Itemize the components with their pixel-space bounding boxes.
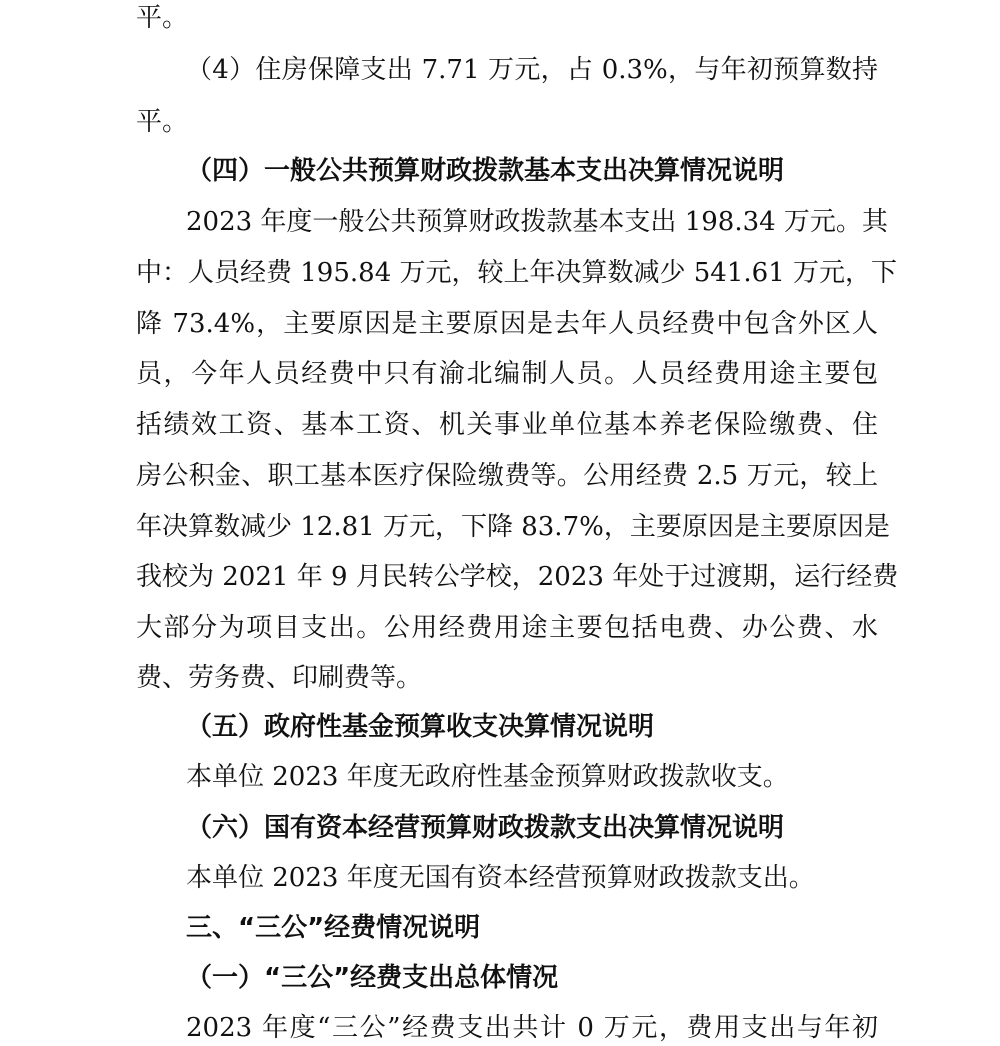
paragraph-line: 降 73.4%，主要原因是主要原因是去年人员经费中包含外区人 bbox=[136, 309, 878, 339]
paragraph-line: 本单位 2023 年度无政府性基金预算财政拨款收支。 bbox=[186, 762, 789, 792]
paragraph-line: 括绩效工资、基本工资、机关事业单位基本养老保险缴费、住 bbox=[136, 410, 878, 440]
paragraph-line: 房公积金、职工基本医疗保险缴费等。公用经费 2.5 万元，较上 bbox=[136, 461, 878, 491]
paragraph-line: 2023 年度“三公”经费支出共计 0 万元，费用支出与年初 bbox=[186, 1013, 878, 1043]
paragraph-line: 平。 bbox=[136, 107, 189, 137]
paragraph-line: 员，今年人员经费中只有渝北编制人员。人员经费用途主要包 bbox=[136, 359, 878, 389]
paragraph-line: 我校为 2021 年 9 月民转公学校，2023 年处于过渡期，运行经费 bbox=[136, 562, 899, 592]
section-heading: （四）一般公共预算财政拨款基本支出决算情况说明 bbox=[186, 156, 785, 186]
paragraph-line: 本单位 2023 年度无国有资本经营预算财政拨款支出。 bbox=[186, 863, 815, 893]
paragraph-line: 费、劳务费、印刷费等。 bbox=[136, 663, 423, 693]
section-heading: （六）国有资本经营预算财政拨款支出决算情况说明 bbox=[186, 813, 785, 843]
paragraph-line: 年决算数减少 12.81 万元，下降 83.7%，主要原因是主要原因是 bbox=[136, 512, 890, 542]
paragraph-line: 2023 年度一般公共预算财政拨款基本支出 198.34 万元。其 bbox=[186, 207, 888, 237]
section-heading: （一）“三公”经费支出总体情况 bbox=[186, 963, 559, 993]
paragraph-line: 平。 bbox=[136, 3, 189, 33]
section-heading: （五）政府性基金预算收支决算情况说明 bbox=[186, 712, 655, 742]
chapter-heading: 三、“三公”经费情况说明 bbox=[186, 913, 481, 943]
paragraph-line: 大部分为项目支出。公用经费用途主要包括电费、办公费、水 bbox=[136, 613, 878, 643]
paragraph-line: 中：人员经费 195.84 万元，较上年决算数减少 541.61 万元，下 bbox=[136, 258, 898, 288]
paragraph-line: （4）住房保障支出 7.71 万元，占 0.3%，与年初预算数持 bbox=[186, 55, 878, 85]
